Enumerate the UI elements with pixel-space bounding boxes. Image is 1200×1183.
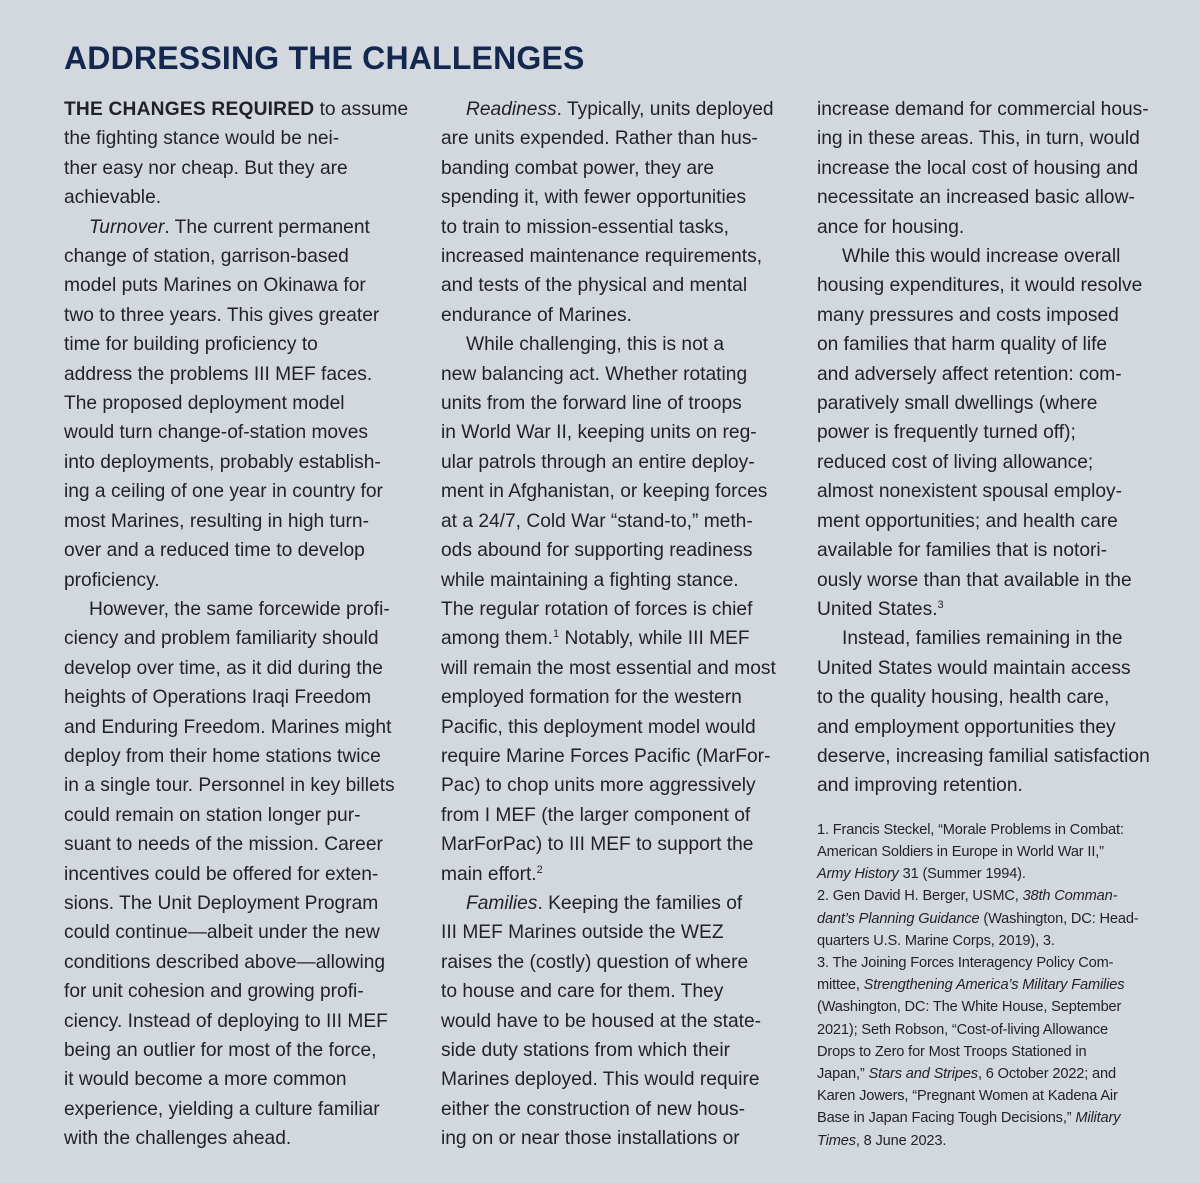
text-line: deploy from their home stations twice (64, 745, 381, 767)
paragraph-expenditures (817, 242, 1162, 271)
note-line: 3. The Joining Forces Interagency Policy Com- (817, 954, 1114, 971)
text-line: spending it, with fewer opportunities (441, 187, 747, 209)
note-line: 1. Francis Steckel, “Morale Problems in Combat: (817, 821, 1124, 838)
text-line: ance for housing. (817, 216, 965, 238)
note-line: (Washington, DC: Head- (979, 910, 1139, 927)
text-line: ing in these areas. This, in turn, would (817, 128, 1140, 150)
note-line: Military (1075, 1110, 1121, 1127)
text-line: increase the local cost of housing and (817, 157, 1139, 179)
text-line: . The current permanent (164, 216, 370, 238)
text-line: ods abound for supporting readiness (441, 540, 753, 562)
text-line: The regular rotation of forces is chief (441, 598, 753, 620)
text-line: deserve, increasing familial satisfaction (817, 745, 1150, 767)
text-line: heights of Operations Iraqi Freedom (64, 687, 372, 709)
text-line: and employment opportunities they (817, 716, 1116, 738)
text-line: two to three years. This gives greater (64, 304, 380, 326)
paragraph-readiness-body (441, 124, 786, 330)
note-line: Army History (817, 866, 899, 883)
paragraph-turnover (64, 213, 409, 242)
text-line: to house and care for them. They (441, 981, 724, 1003)
text-line: MarForPac) to III MEF to support the (441, 834, 754, 856)
text-line: increased maintenance requirements, (441, 246, 763, 268)
text-line: power is frequently turned off); (817, 422, 1076, 444)
section-title: ADDRESSING THE CHALLENGES (64, 40, 585, 76)
run-in-head-turnover: Turnover (89, 216, 165, 238)
paragraph-balancing (441, 330, 786, 359)
text-line: paratively small dwellings (where (817, 393, 1098, 415)
note-line: Japan,” (817, 1065, 869, 1082)
paragraph-housing-cont (817, 95, 1162, 242)
endnote-3 (817, 952, 1162, 1152)
note-line: dant’s Planning Guidance (817, 910, 980, 927)
text-line: housing expenditures, it would resolve (817, 275, 1143, 297)
text-line: model puts Marines on Okinawa for (64, 275, 366, 297)
text-line: banding combat power, they are (441, 157, 715, 179)
text-line: in a single tour. Personnel in key billets (64, 775, 395, 797)
text-line: ously worse than that available in the (817, 569, 1132, 591)
text-line: at a 24/7, Cold War “stand-to,” meth- (441, 510, 753, 532)
text-line: and improving retention. (817, 775, 1023, 797)
text-line: achievable. (64, 187, 162, 209)
text-line: while maintaining a fighting stance. (441, 569, 739, 591)
text-line: ment in Afghanistan, or keeping forces (441, 481, 768, 503)
text-line: are units expended. Rather than hus- (441, 128, 758, 150)
text-line: would have to be housed at the state- (441, 1010, 762, 1032)
run-in-head-readiness: Readiness (466, 99, 557, 120)
column-3 (817, 95, 1162, 1152)
text-line: raises the (costly) question of where (441, 951, 749, 973)
text-line: ciency. Instead of deploying to III MEF (64, 1010, 388, 1032)
paragraph-turnover-body (64, 242, 409, 595)
text-line: most Marines, resulting in high turn- (64, 510, 369, 532)
text-line: require Marine Forces Pacific (MarFor- (441, 745, 771, 767)
note-line: American Soldiers in Europe in World War II,” (817, 843, 1104, 860)
text-line: The proposed deployment model (64, 393, 345, 415)
column-2 (441, 95, 786, 1154)
note-line: Drops to Zero for Most Troops Stationed in (817, 1043, 1087, 1060)
text-line: over and a reduced time to develop (64, 540, 365, 562)
text-line: necessitate an increased basic allow- (817, 187, 1135, 209)
note-line: Strengthening America’s Military Families (863, 977, 1125, 994)
text-line: on families that harm quality of life (817, 334, 1108, 356)
note-line: , 8 June 2023. (855, 1132, 947, 1149)
note-line: Times (817, 1132, 856, 1149)
text-line: it would become a more common (64, 1069, 347, 1091)
text-line: ment opportunities; and health care (817, 510, 1118, 532)
text-line: ing on or near those installations or (441, 1128, 740, 1150)
paragraph-expenditures-body (817, 271, 1162, 624)
text-line: being an outlier for most of the force, (64, 1040, 377, 1061)
text-line: and Enduring Freedom. Marines might (64, 716, 392, 738)
note-line: Stars and Stripes (868, 1065, 978, 1082)
paragraph-balancing-body (441, 360, 786, 889)
text-line: . Keeping the families of (537, 892, 743, 914)
text-line: proficiency. (64, 569, 160, 591)
text-line: in World War II, keeping units on reg- (441, 422, 757, 444)
text-line: increase demand for commercial hous- (817, 99, 1149, 120)
text-line: Notably, while III MEF (559, 628, 750, 650)
text-line: for unit cohesion and growing profi- (64, 981, 364, 1003)
paragraph-instead (817, 624, 1162, 653)
note-line: , 6 October 2022; and (977, 1065, 1116, 1082)
text-line: time for building proficiency to (64, 334, 318, 356)
paragraph-however (64, 595, 409, 624)
footnote-ref-2: 2 (536, 863, 543, 876)
text-line: many pressures and costs imposed (817, 304, 1119, 326)
text-line: sions. The Unit Deployment Program (64, 892, 379, 914)
run-in-head-families: Families (466, 892, 538, 914)
text-line: to assume (314, 99, 409, 120)
text-line: into deployments, probably establish- (64, 451, 381, 473)
paragraph-readiness (441, 95, 786, 124)
note-line: (Washington, DC: The White House, September (817, 999, 1122, 1016)
text-line: incentives could be offered for exten- (64, 863, 379, 885)
text-line: units from the forward line of troops (441, 393, 742, 415)
text-line: among them. (441, 628, 553, 650)
endnotes (817, 819, 1162, 1152)
endnote-1 (817, 819, 1162, 886)
text-line: to the quality housing, health care, (817, 687, 1110, 709)
note-line: 38th Comman- (1022, 888, 1118, 905)
text-line: ing a ceiling of one year in country for (64, 481, 383, 503)
note-line: mittee, (817, 977, 864, 994)
text-line: Marines deployed. This would require (441, 1069, 760, 1091)
text-line: Instead, families remaining in the (842, 628, 1123, 650)
text-line: III MEF Marines outside the WEZ (441, 922, 724, 944)
text-line: address the problems III MEF faces. (64, 363, 373, 385)
text-line: However, the same forcewide profi- (89, 598, 390, 620)
paragraph-intro (64, 95, 409, 213)
text-line: available for families that is notori- (817, 540, 1108, 562)
text-line: either the construction of new hous- (441, 1098, 745, 1120)
text-line: suant to needs of the mission. Career (64, 834, 383, 856)
text-line: could continue—albeit under the new (64, 922, 380, 944)
text-line: United States. (817, 598, 938, 620)
text-line: While challenging, this is not a (466, 334, 725, 356)
column-1 (64, 95, 409, 1154)
text-line: While this would increase overall (842, 246, 1121, 268)
text-line: the fighting stance would be nei- (64, 128, 340, 150)
text-line: with the challenges ahead. (64, 1128, 292, 1150)
text-line: ciency and problem familiarity should (64, 628, 379, 650)
note-line: 31 (Summer 1994). (898, 866, 1026, 883)
paragraph-however-body (64, 624, 409, 1153)
text-line: ular patrols through an entire deploy- (441, 451, 755, 473)
paragraph-families (441, 889, 786, 918)
text-line: almost nonexistent spousal employ- (817, 481, 1123, 503)
paragraph-families-body (441, 918, 786, 1153)
endnote-2 (817, 885, 1162, 952)
text-line: reduced cost of living allowance; (817, 451, 1094, 473)
lead-in: THE CHANGES REQUIRED (64, 99, 315, 120)
text-line: ther easy nor cheap. But they are (64, 157, 348, 179)
text-line: Pac) to chop units more aggressively (441, 775, 756, 797)
text-line: change of station, garrison-based (64, 246, 349, 268)
text-line: will remain the most essential and most (441, 657, 776, 679)
text-line: endurance of Marines. (441, 304, 632, 326)
footnote-ref-1: 1 (553, 628, 560, 641)
note-line: 2021); Seth Robson, “Cost-of-living Allowance (817, 1021, 1108, 1038)
text-line: and adversely affect retention: com- (817, 363, 1122, 385)
text-line: develop over time, as it did during the (64, 657, 383, 679)
text-line: . Typically, units deployed (556, 99, 774, 120)
note-line: Base in Japan Facing Tough Decisions,” (817, 1110, 1076, 1127)
text-line: new balancing act. Whether rotating (441, 363, 748, 385)
paragraph-instead-body (817, 654, 1162, 801)
text-line: to train to mission-essential tasks, (441, 216, 729, 238)
text-line: conditions described above—allowing (64, 951, 386, 973)
text-line: from I MEF (the larger component of (441, 804, 751, 826)
text-line: could remain on station longer pur- (64, 804, 361, 826)
note-line: quarters U.S. Marine Corps, 2019), 3. (817, 932, 1055, 949)
footnote-ref-3: 3 (937, 598, 944, 611)
text-line: and tests of the physical and mental (441, 275, 748, 297)
text-line: main effort. (441, 863, 537, 885)
text-line: United States would maintain access (817, 657, 1131, 679)
text-line: Pacific, this deployment model would (441, 716, 756, 738)
text-line: side duty stations from which their (441, 1040, 731, 1061)
note-line: Karen Jowers, “Pregnant Women at Kadena Air (817, 1088, 1118, 1105)
text-line: experience, yielding a culture familiar (64, 1098, 380, 1120)
text-line: employed formation for the western (441, 687, 742, 709)
note-line: 2. Gen David H. Berger, USMC, (817, 888, 1023, 905)
text-line: would turn change-of-station moves (64, 422, 368, 444)
